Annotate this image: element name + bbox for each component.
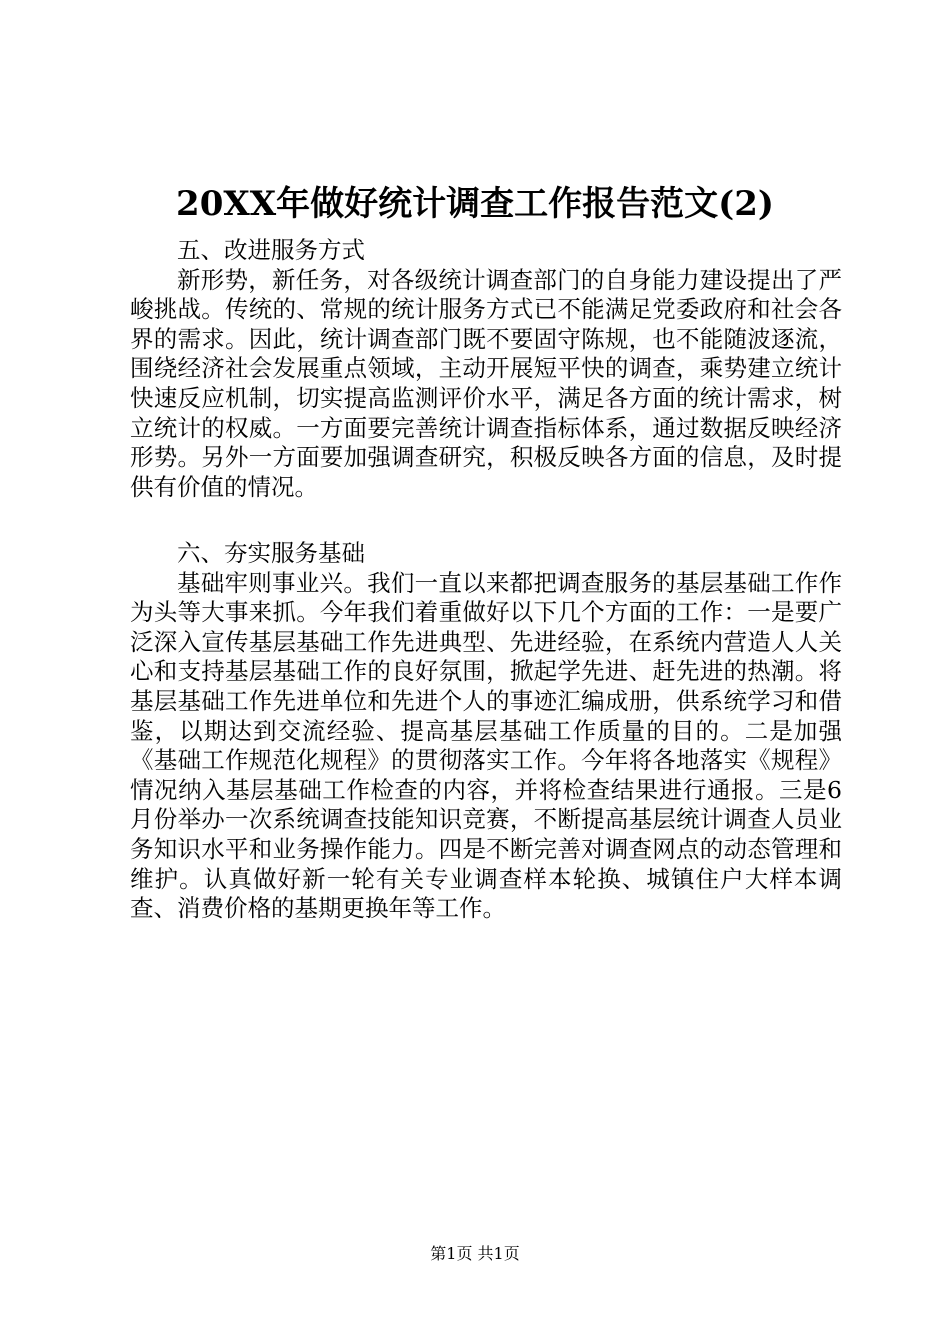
section-heading: 五、改进服务方式: [177, 236, 365, 264]
section-paragraph: 基础牢则事业兴。我们一直以来都把调查服务的基层基础工作作为头等大事来抓。今年我们着重做好以下几个方面的工作：一是要广泛深入宣传基层基础工作先进典型、先进经验，在系统内营造人人关心和支持基层基础工作的良好氛围，掀起学先进、赶先进的热潮。将基层基础工作先进单位和先进个人的事迹汇编成册，供系统学习和借鉴，以期达到交流经验、提高基层基础工作质量的目的。二是加强《基础工作规范化规程》的贯彻落实工作。今年将各地落实《规程》情况纳入基层基础工作检查的内容，并将检查结果进行通报。三是6月份举办一次系统调查技能知识竞赛，不断提高基层统计调查人员业务知识水平和业务操作能力。四是不断完善对调查网点的动态管理和维护。认真做好新一轮有关专业调查样本轮换、城镇住户大样本调查、消费价格的基期更换年等工作。: [130, 568, 842, 923]
section-paragraph: 新形势，新任务，对各级统计调查部门的自身能力建设提出了严峻挑战。传统的、常规的统计服务方式已不能满足党委政府和社会各界的需求。因此，统计调查部门既不要固守陈规，也不能随波逐流，围绕经济社会发展重点领域，主动开展短平快的调查，乘势建立统计快速反应机制，切实提高监测评价水平，满足各方面的统计需求，树立统计的权威。一方面要完善统计调查指标体系，通过数据反映经济形势。另外一方面要加强调查研究，积极反映各方面的信息，及时提供有价值的情况。: [130, 265, 842, 501]
page-number-footer: 第1页 共1页: [430, 1244, 520, 1263]
section-improve-service: [130, 236, 842, 502]
document-title: 20XX年做好统计调查工作报告范文(2): [176, 184, 774, 224]
section-strengthen-foundation: [130, 539, 842, 924]
section-heading: 六、夯实服务基础: [177, 539, 365, 567]
